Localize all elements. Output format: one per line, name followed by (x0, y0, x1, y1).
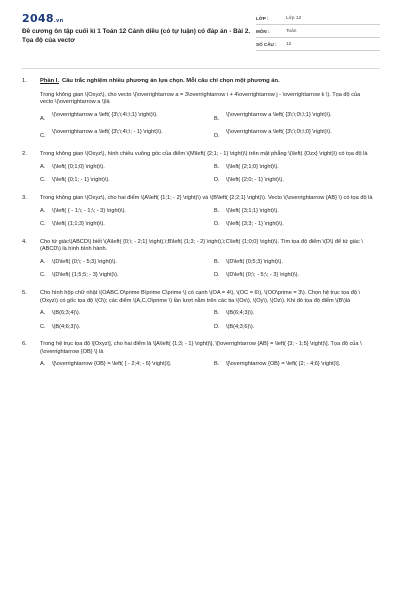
option-d[interactable] (214, 221, 380, 229)
option-d[interactable] (214, 324, 380, 332)
option-label: D. (214, 133, 220, 140)
option-text: \(D\left( {1;5;5; - 3} \right)\). (52, 272, 119, 279)
option-d[interactable] (214, 129, 380, 141)
meta-row-question-count (256, 40, 380, 51)
document-header (0, 0, 400, 66)
option-label: C. (40, 272, 46, 279)
option-text: \(D\left( {0;\; - 5;3} \right)\). (52, 258, 117, 265)
option-c[interactable] (40, 272, 206, 280)
option-a[interactable] (40, 361, 206, 369)
option-a[interactable] (40, 208, 206, 216)
option-c[interactable] (40, 324, 206, 332)
header-divider (22, 68, 380, 69)
option-text: \(D\left( {0;\; - 5;\; - 3} \right)\). (226, 272, 300, 279)
option-label: B. (214, 258, 220, 265)
option-text: \(\overrightarrow a \left( {3\;\;0\;\;0} \right)\). (226, 129, 332, 136)
option-d[interactable] (214, 177, 380, 185)
option-label: A. (40, 115, 46, 122)
option-c[interactable] (40, 177, 206, 185)
option-a[interactable] (40, 259, 206, 267)
options-question-5 (40, 310, 380, 331)
option-a[interactable] (40, 310, 206, 318)
question-number: 6. (22, 341, 27, 348)
option-label: C. (40, 177, 46, 184)
meta-value: Toán (286, 28, 297, 34)
option-label: A. (40, 310, 46, 317)
options-question-4 (40, 259, 380, 280)
meta-row-class (256, 14, 380, 25)
option-text: \(B(6;4;3)\). (226, 310, 255, 317)
options-question-3 (40, 208, 380, 229)
question-number: 3. (22, 194, 27, 201)
option-b[interactable] (214, 361, 380, 369)
question-text: Trong không gian \(Oxyz\), cho vecto \(\overrightarrow a = 3\overrightarrow i + 4\overrightarrow j - \overrightarrow k \). Tọa độ của vecto \(\overrightarrow a \)là (40, 91, 361, 106)
document-meta (256, 14, 380, 53)
option-label: D. (214, 221, 220, 228)
question-number: 5. (22, 290, 27, 296)
option-text: \(\left( {2;1;0} \right)\). (226, 163, 279, 170)
meta-key: SỐ CÂU : (256, 41, 277, 47)
option-text: \(D\left( {0;5;3} \right)\). (226, 258, 283, 265)
option-b[interactable] (214, 259, 380, 267)
option-text: \(\left( { - 1;\; - 1;\; - 3} \right)\). (52, 207, 126, 214)
question-text: Cho tứ giác\(ABCD\) biết \(A\left( {0;\; - 2;1} \right),\;B\left( {1;3; - 2} \right),\;C\left( {1;0;0} \right)\). Tìm tọa độ điểm \(D\) để tứ giác \(ABCD\) là hình bình hành. (40, 238, 363, 253)
question-6 (22, 341, 380, 356)
option-label: D. (214, 177, 220, 184)
option-label: B. (214, 115, 220, 122)
option-b[interactable] (214, 164, 380, 172)
question-number: 4. (22, 238, 27, 245)
option-text: \(\overrightarrow a \left( {3\;\;0\;\;1} \right)\). (226, 111, 332, 118)
option-label: A. (40, 361, 46, 368)
question-4 (22, 239, 380, 254)
question-1 (22, 92, 380, 107)
logo-suffix: .vn (53, 18, 64, 24)
option-label: A. (40, 163, 46, 170)
option-label: D. (214, 323, 220, 330)
option-c[interactable] (40, 221, 206, 229)
option-d[interactable] (214, 272, 380, 280)
option-text: \[\overrightarrow {OB} = \left( {2; - 4;6} \right)\]. (226, 361, 341, 368)
options-question-6 (40, 361, 380, 369)
document-title: Đề cương ôn tập cuối kì 1 Toán 12 Cánh diều (có tự luận) có đáp án - Bài 2. Tọa độ của vectơ (22, 28, 251, 44)
option-a[interactable] (40, 112, 206, 124)
question-text: Trong không gian \(Oxyz\), hình chiếu vuông góc của điểm \(M\left( {2;1; - 1} \right)\) trên mặt phẳng \(\left( {Ozx} \right)\) có tọa độ là (40, 151, 368, 157)
option-label: B. (214, 310, 220, 317)
option-label: A. (40, 207, 46, 214)
question-number: 1. (22, 78, 27, 84)
meta-row-subject (256, 27, 380, 38)
option-text: \(B(6;3;4)\). (52, 310, 81, 317)
option-text: \(\left( {2;0; - 1} \right)\). (226, 177, 284, 184)
meta-value: 12 (286, 41, 292, 47)
question-text: Trong hệ trục tọa độ \[Oxyz\], cho hai điểm là \[A\left( {1;3; - 1} \right)\], \[\overrightarrow {AB} = \left( {3; - 1;5} \right)\]. Tọa độ của \(\overrightarrow {OB} \) là (40, 341, 362, 355)
option-label: C. (40, 323, 46, 330)
options-question-1 (40, 112, 380, 141)
part-name: Phần I. (40, 78, 60, 84)
option-text: \[\overrightarrow {OB} = \left( { - 2;4; - 6} \right)\]. (52, 361, 172, 368)
question-text: Trong không gian \(Oxyz\), cho hai điểm \(A\left( {1;1; - 2} \right)\) và \(B\left( {2;2;1} \right)\). Vecto \(\overrightarrow {AB} \) có tọa độ là (40, 194, 373, 201)
option-b[interactable] (214, 112, 380, 124)
option-b[interactable] (214, 208, 380, 216)
part-description: Câu trắc nghiệm nhiều phương án lựa chọn. Mỗi câu chỉ chọn một phương án. (62, 78, 280, 84)
meta-key: LỚP : (256, 15, 269, 21)
option-text: \(\left( {0;1;0} \right)\). (52, 163, 105, 170)
logo-main: 2048 (22, 12, 54, 25)
option-text: \(B(4;6;3)\). (52, 323, 81, 330)
option-b[interactable] (214, 310, 380, 318)
option-label: D. (214, 272, 220, 279)
option-text: \(\left( {3;3; - 1} \right)\). (226, 221, 284, 228)
question-number: 2. (22, 151, 27, 157)
option-label: B. (214, 163, 220, 170)
option-c[interactable] (40, 129, 206, 141)
question-3 (22, 195, 380, 203)
site-logo[interactable] (22, 12, 63, 27)
meta-key: MÔN : (256, 28, 270, 34)
option-label: B. (214, 361, 220, 368)
option-label: A. (40, 258, 46, 265)
question-2 (22, 151, 380, 159)
option-a[interactable] (40, 164, 206, 172)
option-text: \(\left( {3;1;1} \right)\). (226, 207, 279, 214)
option-label: C. (40, 133, 46, 140)
option-text: \(\left( {1;1;3} \right)\). (52, 221, 105, 228)
option-text: \(B(4;3;6)\). (226, 323, 255, 330)
option-text: \(\left( {0;1; - 1} \right)\). (52, 177, 110, 184)
option-text: \(\overrightarrow a \left( {3\;\;4\;\;1} \right)\). (52, 111, 158, 118)
option-text: \(\overrightarrow a \left( {3\;\;4\;\; - 1} \right)\). (52, 129, 163, 136)
part-heading (22, 78, 380, 86)
meta-value: Lớp 12 (286, 15, 302, 21)
question-5 (22, 290, 380, 305)
question-text: Cho hình hộp chữ nhật \(OABC.O\prime B\prime C\prime \) có cạnh \(OA = 4\), \(OC = 6\), \(OO\prime = 3\). Chọn hệ trục tọa độ \(Oxyz\) có gốc tọa độ \(O\); các điểm \(A,C,O\prime \) lần lượt nằm trên các tia \(Ox\), \(Oy\), \(Oz\). Khi đó tọa độ điểm \(B\)là (40, 290, 361, 304)
question-number (22, 92, 40, 107)
option-label: C. (40, 221, 46, 228)
option-label: B. (214, 207, 220, 214)
options-question-2 (40, 164, 380, 185)
question-list (22, 78, 380, 379)
